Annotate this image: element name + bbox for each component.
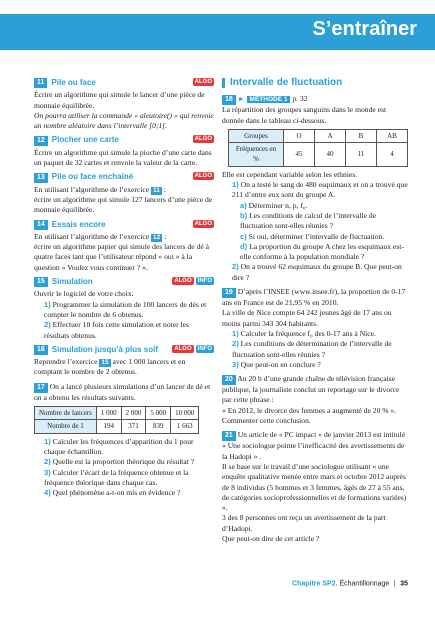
exercise-text: Commenter cette conclusion. (222, 416, 311, 426)
info-tag: INFO (197, 278, 212, 285)
algo-tag: ALGO (194, 220, 212, 227)
table-cell: 40 (315, 143, 346, 167)
question (44, 457, 214, 467)
question-number: 1) (232, 180, 239, 190)
tag-group (172, 277, 214, 285)
question-text: Calculer la fréquence f₀ des 0-17 ans à Nice. (240, 328, 376, 338)
exercise-19 (222, 287, 408, 370)
subquestion-text: La proportion du groupe A chez les esquimaux est-elle conforme à la population mondiale ? (240, 241, 404, 262)
table-cell: A (315, 129, 346, 142)
exercise-title: Pile ou face (51, 78, 96, 87)
footer-divider (394, 580, 395, 587)
exercise-number: 17 (34, 383, 48, 393)
exercise-18 (222, 94, 408, 283)
algo-tag: ALGO (194, 173, 212, 180)
exercise-text: La répartition des groupes sanguins dans le monde est donnée dans le tableau ci-dessous. (222, 105, 387, 125)
exercise-text: Ouvrir le logiciel de votre choix. (34, 289, 134, 299)
table-cell: O (284, 129, 315, 142)
question-number: 3) (44, 467, 51, 477)
exercise-number: 16 (34, 345, 48, 355)
exercise-number: 12 (34, 136, 48, 146)
subquestion-text: Si oui, déterminer l’intervalle de fluctuation. (248, 231, 385, 241)
table-cell: 45 (284, 143, 315, 167)
text-part: Reprendre l’exercice (34, 357, 98, 367)
algo-tag: ALGO (194, 79, 212, 85)
table-cell: Nombre de 1 (35, 420, 97, 433)
exercise-text: 3 des 8 personnes ont reçu un avertissement de la part d’Hadopi. (222, 513, 386, 533)
question (232, 329, 408, 339)
question-number: 2) (44, 457, 51, 467)
exercise-reference[interactable]: 11 (153, 186, 160, 194)
exercise-header (34, 172, 214, 182)
info-tag: INFO (197, 345, 212, 352)
question-number: 1) (44, 436, 51, 446)
exercise-text (222, 430, 408, 462)
text-part: Au 20 h d’une grande chaîne de télévision française publique, la journaliste conclut un reportage sur le divorce par cette phrase : (222, 374, 400, 405)
exercise-reference[interactable]: 12 (153, 233, 161, 241)
exercise-header (34, 220, 214, 230)
exercise-14 (34, 220, 214, 273)
question-number: 3) (232, 359, 239, 369)
question (232, 180, 408, 262)
table-row (35, 407, 199, 420)
subquestion-text: Les conditions de calcul de l’intervalle de fluctuation sont-elles réunies ? (240, 210, 377, 231)
subquestion-letter: c) (240, 231, 247, 241)
text-part: On a lancé plusieurs simulations d’un lancer de dé et on a obtenu les résultats suivants. (34, 381, 211, 402)
question-number: 1) (232, 328, 239, 338)
question (232, 339, 408, 360)
exercise-number: 19 (222, 288, 236, 298)
header-banner (0, 14, 435, 50)
exercise-reference[interactable]: 15 (101, 359, 109, 367)
tag-group (193, 220, 214, 228)
exercise-header (34, 135, 214, 145)
subquestion-list (232, 201, 408, 263)
text-part: Un article de « PC impact » de janvier 2013 est intitulé « Une sociologue pointe l’inefficacité des avertissements de la Hadopi » . (222, 430, 405, 461)
exercise-number: 21 (222, 431, 236, 441)
left-column (34, 78, 214, 502)
text-part: En utilisant l’algorithme de l’exercice (34, 231, 150, 241)
section-heading (222, 78, 408, 88)
table-cell: 4 (377, 143, 408, 167)
question (44, 488, 214, 498)
subquestion (240, 211, 408, 232)
exercise-quote: « En 2012, le divorce des femmes a augmenté de 20 % ». (222, 405, 397, 415)
exercise-number: 14 (34, 220, 48, 230)
question (44, 300, 214, 321)
subquestion (240, 201, 408, 211)
question-text: Les conditions de détermination de l’intervalle de fluctuation sont-elles réunies ? (232, 339, 392, 359)
table-cell: Fréquences en % (229, 143, 284, 167)
table-cell: B (346, 129, 377, 142)
exercise-17 (34, 382, 214, 499)
exercise-title: Piocher une carte (51, 135, 119, 145)
exercise-text (34, 382, 214, 403)
exercise-text (34, 357, 214, 378)
subquestion (240, 232, 408, 242)
exercise-text (34, 185, 214, 195)
table-cell: Nombre de lancers (35, 407, 97, 420)
exercise-11 (34, 78, 214, 131)
exercise-text (222, 374, 408, 406)
page-footer (292, 580, 408, 587)
chapter-label: Chapitre SP2. (292, 580, 338, 588)
algo-tag: ALGO (174, 278, 192, 285)
subquestion-letter: b) (240, 210, 248, 220)
exercise-header (34, 277, 214, 287)
text-part: avec 1 000 lancers et en comptant le nombre de 2 obtenus. (34, 357, 186, 377)
exercise-text: Écrire un algorithme qui simule le lancer d’une pièce de monnaie équilibrée. (34, 90, 205, 110)
exercise-12 (34, 135, 214, 168)
question-text: Calculer l’écart de la fréquence obtenue et la fréquence théorique dans chaque cas. (44, 467, 189, 487)
question-text: Effectuer 10 fois cette simulation et noter les résultats obtenus. (44, 320, 189, 340)
table-cell: Groupes (229, 129, 284, 142)
subquestion (240, 242, 408, 263)
chapter-topic: Échantillonnage (339, 580, 390, 588)
exercise-text: écrire un algorithme qui simule 127 lancers d’une pièce de monnaie équilibrée. (34, 194, 213, 215)
question-list (34, 437, 214, 499)
blood-group-table (228, 129, 408, 167)
question (232, 360, 408, 370)
right-column (222, 78, 408, 548)
question (44, 437, 214, 458)
exercise-text: Que peut-on dire de cet article ? (222, 533, 320, 543)
subquestion-letter: a) (240, 200, 247, 210)
exercise-note: On pourra utiliser la commande « aleatoire() » qui renvoie un nombre aléatoire dans l’intervalle [0;1[. (34, 110, 214, 131)
question-number: 4) (44, 488, 51, 498)
question-list (222, 180, 408, 283)
text-part: D’après l’INSEE (www.insee.fr), la proportion de 0-17 ans en France est de 21,95 % en 2010. (222, 287, 406, 308)
question-text: Calculer les fréquences d’apparition du 1 pour chaque échantillon. (44, 436, 194, 456)
exercise-header (34, 78, 214, 88)
table-cell: 1 663 (171, 420, 199, 433)
exercise-text: La ville de Nice compte 64 242 jeunes âgé de 17 ans ou moins parmi 343 304 habitants. (222, 308, 392, 328)
subquestion-text: Déterminer n, p, f₀. (248, 200, 308, 210)
text-part: En utilisant l’algorithme de l’exercice (34, 184, 150, 194)
exercise-text: Elle est cependant variable selon les ethnies. (222, 169, 358, 179)
exercise-text: Écrire un algorithme qui simule la pioche d’une carte dans un paquet de 32 cartes et renvoie la valeur de la carte. (34, 147, 212, 168)
question-number: 2) (44, 320, 51, 330)
page-title: S’entraîner (312, 18, 417, 40)
question-number: 2) (232, 339, 239, 349)
table-cell: 371 (121, 420, 146, 433)
question-number: 1) (44, 299, 51, 309)
table-cell: 2 000 (121, 407, 146, 420)
subquestion-letter: d) (240, 241, 248, 251)
exercise-text (34, 232, 214, 242)
exercise-title: Essais encore (51, 219, 106, 229)
question-text: Quelle est la proportion théorique du résultat ? (52, 457, 195, 467)
table-row (229, 129, 408, 142)
table-cell: 11 (346, 143, 377, 167)
table-cell: 5 000 (146, 407, 171, 420)
page-reference: p. 32 (292, 94, 308, 104)
question (44, 468, 214, 489)
table-row (35, 420, 199, 433)
exercise-text (222, 287, 408, 308)
table-cell: AB (377, 129, 408, 142)
section-title: Intervalle de fluctuation (230, 77, 343, 88)
exercise-20 (222, 374, 408, 426)
table-cell: 1 000 (96, 407, 121, 420)
algo-tag: ALGO (194, 136, 212, 143)
page-number: 35 (400, 580, 408, 588)
exercise-21 (222, 430, 408, 544)
arrow-right-icon: ► (237, 95, 245, 104)
exercise-header (34, 345, 214, 355)
text-part: : (164, 231, 167, 241)
exercise-13 (34, 172, 214, 215)
exercise-header (222, 94, 408, 105)
exercise-title: Simulation (51, 277, 93, 287)
exercise-text: Il se base sur le travail d’une sociologue utilisant « une enquête qualitative menée entre mars et octobre 2012 auprès de 8 individus (5 hommes et 3 femmes, âgés de 27 à 55 ans, de catégories socioprofessionnelles et de formations variées) ». (222, 461, 407, 513)
question-list (34, 300, 214, 341)
tag-group (193, 135, 214, 143)
exercise-number: 11 (34, 78, 47, 88)
question-text: Quel phénomène a-t-on mis en évidence ? (52, 488, 181, 498)
question-number: 2) (232, 262, 239, 272)
exercise-number: 13 (34, 173, 48, 183)
question-text: Programmer la simulation de 100 lancers de dés et compter le nombre de 6 obtenus. (44, 299, 207, 319)
question-text: On a testé le sang de 480 esquimaux et on a trouvé que 211 d’entre eux sont du groupe A. (232, 180, 408, 200)
table-cell: 194 (96, 420, 121, 433)
question (232, 262, 408, 283)
exercise-16 (34, 345, 214, 378)
tag-group (193, 172, 214, 180)
exercise-15 (34, 277, 214, 341)
question (44, 320, 214, 341)
question-list (222, 329, 408, 370)
results-table (34, 406, 199, 434)
exercise-title: Pile ou face enchaîné (51, 172, 134, 182)
question-text: On a trouvé 62 esquimaux du groupe B. Que peut-on dire ? (232, 262, 402, 282)
table-row (229, 143, 408, 167)
question-text: Que peut-on en conclure ? (240, 359, 321, 369)
algo-tag: ALGO (174, 345, 192, 352)
exercise-number: 20 (222, 375, 236, 385)
table-cell: 10 000 (171, 407, 199, 420)
table-cell: 839 (146, 420, 171, 433)
exercise-title: Simulation jusqu’à plus soif (51, 344, 159, 354)
text-part: : (163, 184, 166, 194)
method-badge[interactable]: MÉTHODE 1 (247, 96, 291, 103)
exercise-number: 18 (222, 95, 236, 105)
exercise-number: 15 (34, 277, 48, 287)
exercise-text: écrire un algorithme papier qui simule des lancers de dé à quatre faces tant que l’utilisateur répond « oui » à la question « Voulez vous continuer ? ». (34, 242, 210, 272)
tag-group (172, 345, 214, 353)
tag-group (193, 78, 214, 86)
